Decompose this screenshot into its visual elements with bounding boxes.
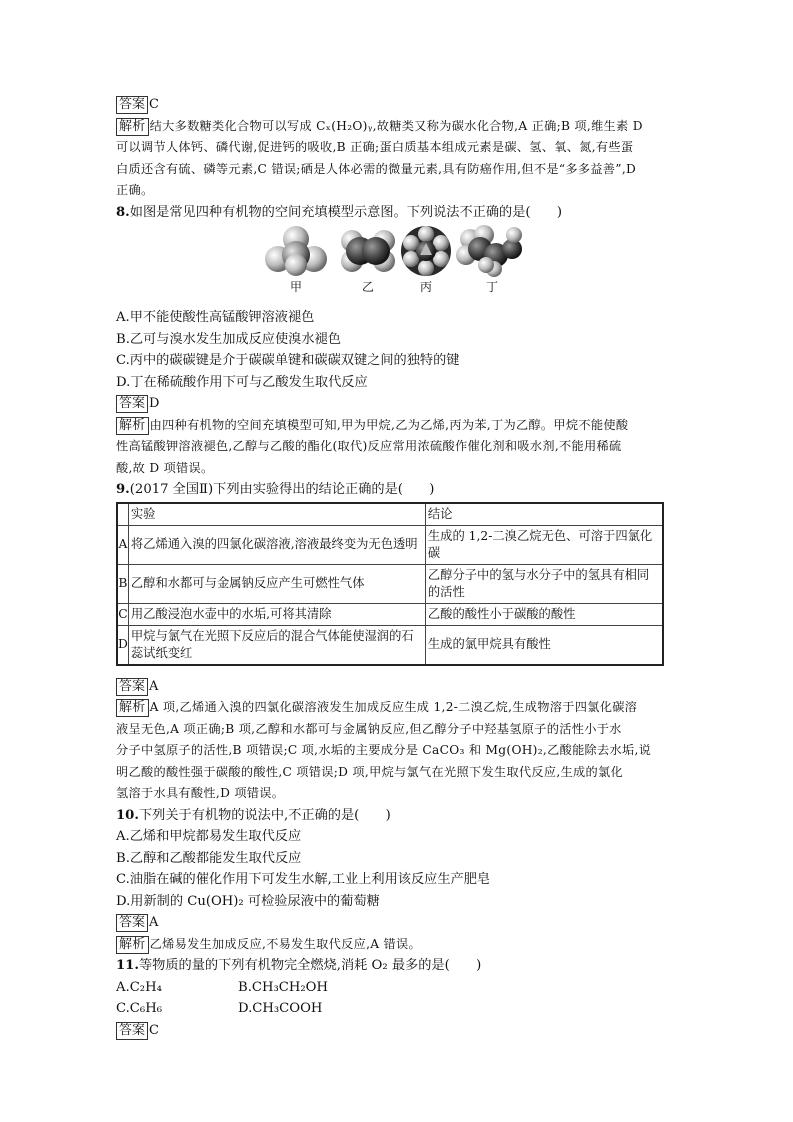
option-c: C.丙中的碳碳键是介于碳碳单键和碳碳双键之间的独特的键 <box>116 353 460 368</box>
option-a: A.甲不能使酸性高锰酸钾溶液褪色 <box>116 310 315 325</box>
option-b: B.乙醇和乙酸都能发生取代反应 <box>116 850 302 866</box>
option-c: C.C₆H₆ <box>116 1001 162 1016</box>
table-header-cell: 实验 <box>128 503 425 526</box>
answer-value: C <box>149 97 159 112</box>
row-key: B <box>117 564 128 603</box>
explanation-line: 由四种有机物的空间充填模型可知,甲为甲烷,乙为乙烯,丙为苯,丁为乙醇。甲烷不能使酸 <box>149 417 629 432</box>
experiment-cell: 将乙烯通入溴的四氯化碳溶液,溶液最终变为无色透明 <box>128 525 425 564</box>
question-8 <box>116 202 682 224</box>
explanation-tag: 解析 <box>116 699 149 717</box>
question-stem: 等物质的量的下列有机物完全燃烧,消耗 O₂ 最多的是( ) <box>138 958 482 973</box>
table-row <box>117 564 663 603</box>
table-row <box>117 525 663 564</box>
ethanol-model-image <box>456 225 524 277</box>
explanation-line: 酸,故 D 项错误。 <box>116 460 214 475</box>
option-b: B.乙可与溴水发生加成反应使溴水褪色 <box>116 331 341 347</box>
answer-tag: 答案 <box>116 914 148 932</box>
explanation-tag: 解析 <box>116 118 149 136</box>
molecule-figure <box>116 225 682 303</box>
option-row <box>116 977 682 999</box>
answer-tag: 答案 <box>116 678 148 696</box>
answer-value: A <box>149 678 159 694</box>
answer-value: D <box>149 396 160 411</box>
option-d: D.丁在稀硫酸作用下可与乙酸发生取代反应 <box>116 374 368 390</box>
answer-line <box>116 393 682 415</box>
explanation-line: 分子中氢原子的活性,B 项错误;C 项,水垢的主要成分是 CaCO₃ 和 Mg(OH)₂,乙酸能除去水垢,说 <box>116 743 652 757</box>
explanation-line: 性高锰酸钾溶液褪色,乙醇与乙酸的酯化(取代)反应常用浓硫酸作催化剂和吸水剂,不能用稀硫 <box>116 439 622 453</box>
explanation-line: 氢溶于水具有酸性,D 项错误。 <box>116 786 285 800</box>
table-header-cell <box>117 503 128 526</box>
methane-model-image <box>264 225 328 277</box>
answer-value: C <box>149 1022 159 1038</box>
conclusion-cell: 乙醇分子中的氢与水分子中的氢具有相同的活性 <box>425 564 663 603</box>
explanation <box>116 697 682 805</box>
answer-line <box>116 1020 682 1042</box>
answer-tag: 答案 <box>116 1022 148 1040</box>
page-content <box>116 94 682 1041</box>
experiment-cell: 乙醇和水都可与金属钠反应产生可燃性气体 <box>128 564 425 603</box>
explanation <box>116 934 682 956</box>
conclusion-cell: 乙酸的酸性小于碳酸的酸性 <box>425 603 663 625</box>
molecule-label-yi: 乙 <box>362 280 375 294</box>
option-d: D.用新制的 Cu(OH)₂ 可检验尿液中的葡萄糖 <box>116 893 380 909</box>
ethylene-model-image <box>338 225 398 277</box>
experiment-cell: 甲烷与氯气在光照下反应后的混合气体能使湿润的石蕊试纸变红 <box>128 625 425 665</box>
option-row <box>116 998 682 1020</box>
explanation <box>116 116 682 202</box>
explanation-line: 白质还含有硫、磷等元素,C 错误;硒是人体必需的微量元素,具有防癌作用,但不是“多多益善”,D <box>116 161 637 176</box>
explanation-line: 液呈无色,A 项正确;B 项,乙醇和水都可与金属钠反应,但乙醇分子中羟基氢原子的活性小于水 <box>116 721 622 736</box>
question-10 <box>116 805 682 827</box>
explanation-tag: 解析 <box>116 417 149 435</box>
answer-tag: 答案 <box>116 395 148 413</box>
row-key: D <box>117 625 128 665</box>
explanation-tag: 解析 <box>116 936 149 954</box>
explanation <box>116 415 682 480</box>
conclusion-cell: 生成的 1,2-二溴乙烷无色、可溶于四氯化碳 <box>425 525 663 564</box>
table-row <box>117 625 663 665</box>
row-key: A <box>117 525 128 564</box>
molecule-label-bing: 丙 <box>420 280 433 294</box>
answer-value: A <box>149 915 159 930</box>
question-11 <box>116 955 682 977</box>
explanation-line: 乙烯易发生加成反应,不易发生取代反应,A 错误。 <box>149 936 421 951</box>
answer-line <box>116 94 682 116</box>
option-a: A.C₂H₄ <box>116 979 162 995</box>
question-stem: (2017 全国Ⅱ)下列由实验得出的结论正确的是( ) <box>129 482 435 497</box>
table-row <box>117 603 663 625</box>
molecule-label-ding: 丁 <box>486 280 499 294</box>
explanation-line: A 项,乙烯通入溴的四氯化碳溶液发生加成反应生成 1,2-二溴乙烷,生成物溶于四氯化碳溶 <box>149 700 638 714</box>
explanation-line: 结大多数糖类化合物可以写成 Cₓ(H₂O)ᵧ,故糖类又称为碳水化合物,A 正确;B 项,维生素 D <box>149 118 643 133</box>
table-header-cell: 结论 <box>425 503 663 526</box>
option-c: C.油脂在碱的催化作用下可发生水解,工业上利用该反应生产肥皂 <box>116 872 491 887</box>
explanation-line: 可以调节人体钙、磷代谢,促进钙的吸收,B 正确;蛋白质基本组成元素是碳、氢、氧、氮,有些蛋 <box>116 140 634 154</box>
question-number: 9. <box>116 482 130 497</box>
question-stem: 如图是常见四种有机物的空间充填模型示意图。下列说法不正确的是( ) <box>129 204 563 220</box>
question-number: 10. <box>116 807 139 823</box>
option-b: B.CH₃CH₂OH <box>238 979 328 995</box>
question-stem: 下列关于有机物的说法中,不正确的是( ) <box>138 807 391 823</box>
explanation-line: 明乙酸的酸性强于碳酸的酸性,C 项错误;D 项,甲烷与氯气在光照下发生取代反应,生成的氯化 <box>116 764 624 779</box>
experiment-table <box>116 502 664 666</box>
question-9 <box>116 479 682 501</box>
question-number: 8. <box>116 204 130 220</box>
experiment-cell: 用乙酸浸泡水壶中的水垢,可将其清除 <box>128 603 425 625</box>
answer-tag: 答案 <box>116 96 148 114</box>
table-header-row <box>117 503 663 526</box>
explanation-line: 正确。 <box>116 183 154 197</box>
row-key: C <box>117 603 128 625</box>
conclusion-cell: 生成的氯甲烷具有酸性 <box>425 625 663 665</box>
option-a: A.乙烯和甲烷都易发生取代反应 <box>116 829 302 844</box>
benzene-model-image <box>398 225 454 277</box>
option-d: D.CH₃COOH <box>238 1001 323 1016</box>
answer-line <box>116 912 682 934</box>
question-number: 11. <box>116 958 139 973</box>
answer-line <box>116 676 682 698</box>
molecule-label-jia: 甲 <box>290 280 303 294</box>
